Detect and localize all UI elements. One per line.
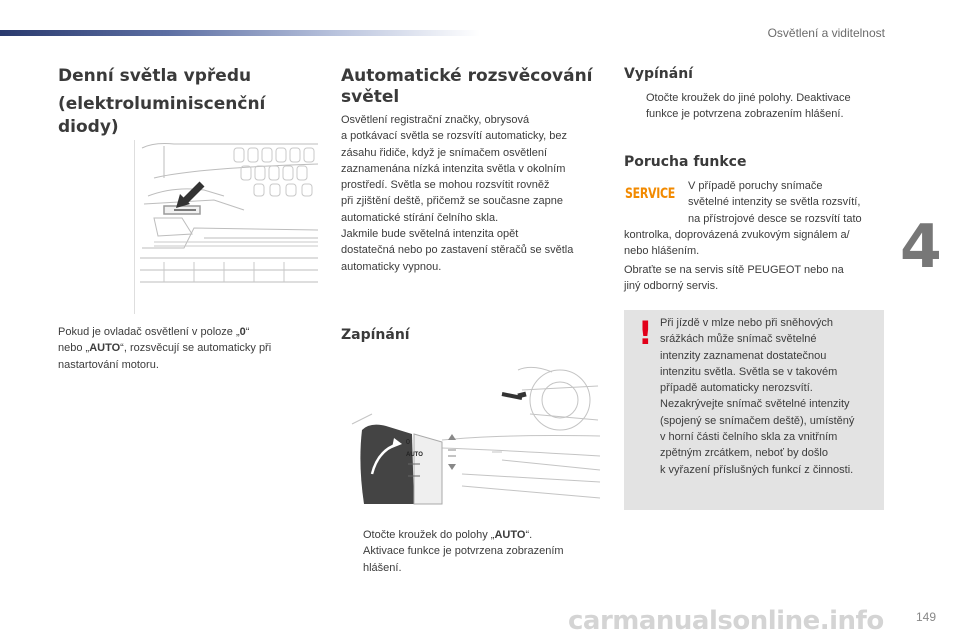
page-number: 149 bbox=[916, 610, 937, 624]
stalk-ring bbox=[360, 425, 414, 504]
chapter-number: 4 bbox=[900, 212, 942, 282]
car-front-illustration bbox=[134, 138, 318, 314]
vypinani-heading: Vypínání bbox=[624, 66, 693, 82]
porucha-heading: Porucha funkce bbox=[624, 154, 747, 170]
daylight-title-line2: (elektroluminiscenční bbox=[58, 94, 266, 114]
warning-text: Při jízdě v mlze nebo při sněhových srážkách může snímač světelné intenzity zaznamenat dostatečnou intenzitu světla. Světla se v takovém případě automaticky nerozsvítí. Nezakrývejte snímač světelné intenzity (spojený se snímačem deště), umístěný v horní části čelního skla za vnitřním zpětným zrcátkem, neboť by došlo k vyřazení příslušných funkcí z činnosti. bbox=[660, 317, 855, 476]
porucha-text-indented: V případě poruchy snímače světelné intenzity se světla rozsvítí, na přístrojové desce se rozsvítí tato bbox=[688, 180, 862, 225]
warning-box bbox=[624, 310, 884, 510]
section-title: Osvětlení a viditelnost bbox=[767, 26, 885, 40]
zapinani-heading: Zapínání bbox=[341, 327, 410, 343]
header-gradient-bar bbox=[0, 30, 480, 36]
porucha-text-full: kontrolka, doprovázená zvukovým signálem a/ nebo hlášením. bbox=[624, 229, 850, 258]
servis-text: Obraťte se na servis sítě PEUGEOT nebo na jiný odborný servis. bbox=[624, 264, 844, 293]
vypinani-bullet: Otočte kroužek do jiné polohy. Deaktivace funkce je potvrzena zobrazením hlášení. bbox=[646, 92, 851, 121]
col1-title bbox=[58, 64, 318, 138]
daylight-title-line1: Denní světla vpředu bbox=[58, 66, 252, 86]
col2-title bbox=[341, 66, 611, 108]
stalk-auto-label: AUTO bbox=[406, 452, 423, 458]
light-stalk-drawing bbox=[342, 364, 602, 506]
auto-lights-title-line2: světel bbox=[341, 87, 400, 107]
service-warning-icon: SERVICE bbox=[624, 182, 676, 204]
warning-exclamation-icon: ! bbox=[638, 314, 653, 352]
zapinani-bullet: Otočte kroužek do polohy „AUTO“. Aktivace funkce je potvrzena zobrazením hlášení. bbox=[363, 529, 564, 574]
light-stalk-illustration bbox=[342, 364, 602, 506]
daylight-paragraph: Pokud je ovladač osvětlení v poloze „0“ nebo „AUTO“, rozsvěcují se automaticky při nastartování motoru. bbox=[58, 326, 272, 371]
auto-lights-body: Osvětlení registrační značky, obrysová a potkávací světla se rozsvítí automaticky, bez zásahu řidiče, když je snímačem osvětlení zaznamenána nízká intenzita světla v okolním prostředí. Světla se mohou rozsvítit rovněž při zjištění deště, přičemž se současne zapne automatické stírání čelního skla. Jakmile bude světelná intenzita opět dostatečná nebo po zastavení stěračů se světla automaticky vypnou. bbox=[341, 114, 574, 273]
auto-lights-title-line1: Automatické rozsvěcování bbox=[341, 66, 593, 86]
watermark: carmanualsonline.info bbox=[568, 606, 884, 636]
car-front-drawing bbox=[134, 138, 318, 314]
daylight-title-line3: diody) bbox=[58, 117, 119, 137]
stalk-zero-label: 0 bbox=[406, 439, 410, 446]
